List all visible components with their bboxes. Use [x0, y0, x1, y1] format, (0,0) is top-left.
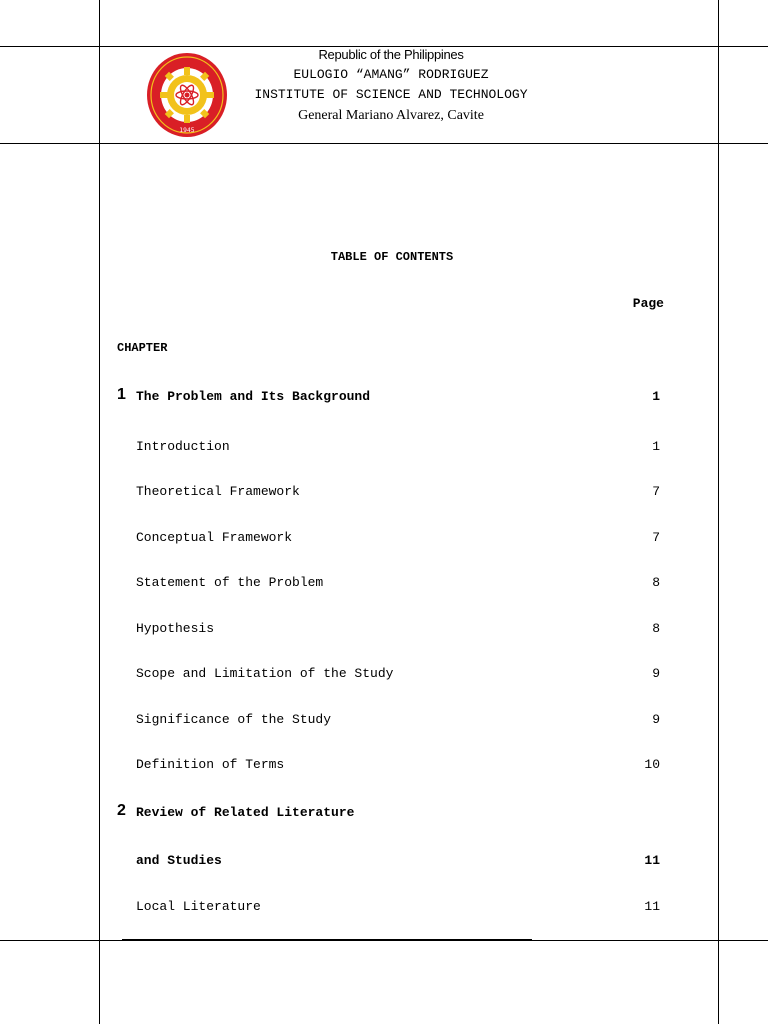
footer-short-rule [122, 939, 532, 940]
toc-entry-label: Review of Related Literature [136, 805, 355, 820]
toc-title: TABLE OF CONTENTS [330, 250, 454, 264]
toc-entry-label: The Problem and Its Background [136, 389, 371, 404]
toc-entry-page: 11 [644, 853, 660, 868]
toc-entry-page: 1 [652, 389, 660, 404]
chapter-number: 2 [117, 802, 126, 819]
toc-entry-page: 1 [652, 439, 660, 454]
header-republic: Republic of the Philippines [318, 47, 464, 62]
toc-entry-label: Statement of the Problem [136, 575, 324, 590]
toc-chapter-entry[interactable] [0, 802, 768, 825]
header-bottom-rule [0, 143, 768, 144]
toc-entry-page: 10 [644, 757, 660, 772]
toc-entry[interactable] [0, 439, 768, 459]
header-institute-name: EULOGIO “AMANG” RODRIGUEZ [293, 67, 489, 82]
toc-entry-page: 7 [652, 484, 660, 499]
toc-entry[interactable] [0, 530, 768, 550]
toc-entry-page: 8 [652, 575, 660, 590]
chapter-number: 1 [117, 386, 126, 403]
header-institute-subtitle: INSTITUTE OF SCIENCE AND TECHNOLOGY [254, 87, 528, 102]
toc-entry-page: 9 [652, 712, 660, 727]
toc-entry-page: 7 [652, 530, 660, 545]
toc-entry-page: 9 [652, 666, 660, 681]
toc-entry-label: and Studies [136, 853, 222, 868]
toc-entry-label: Local Literature [136, 899, 261, 914]
toc-entry-page: 11 [644, 899, 660, 914]
toc-entry[interactable] [0, 575, 768, 595]
toc-entry-label: Hypothesis [136, 621, 215, 636]
footer-rule [0, 940, 768, 941]
toc-entry[interactable] [0, 621, 768, 641]
svg-text:1945: 1945 [179, 127, 195, 134]
toc-entry-label: Introduction [136, 439, 230, 454]
toc-entry-label: Theoretical Framework [136, 484, 300, 499]
institution-seal-icon [146, 52, 228, 138]
toc-entry[interactable] [0, 757, 768, 777]
toc-chapter-entry-continued[interactable] [0, 853, 768, 873]
toc-entry-page: 8 [652, 621, 660, 636]
toc-entry[interactable] [0, 712, 768, 732]
toc-entry[interactable] [0, 899, 768, 919]
page-column-heading: Page [632, 296, 664, 311]
toc-entry[interactable] [0, 484, 768, 504]
toc-entry-label: Significance of the Study [136, 712, 332, 727]
toc-entry-label: Scope and Limitation of the Study [136, 666, 394, 681]
toc-entry-label: Conceptual Framework [136, 530, 293, 545]
header-address: General Mariano Alvarez, Cavite [298, 108, 484, 123]
chapter-column-heading: CHAPTER [117, 341, 168, 355]
toc-chapter-entry[interactable] [0, 386, 768, 409]
toc-entry-label: Definition of Terms [136, 757, 285, 772]
toc-entry[interactable] [0, 666, 768, 686]
